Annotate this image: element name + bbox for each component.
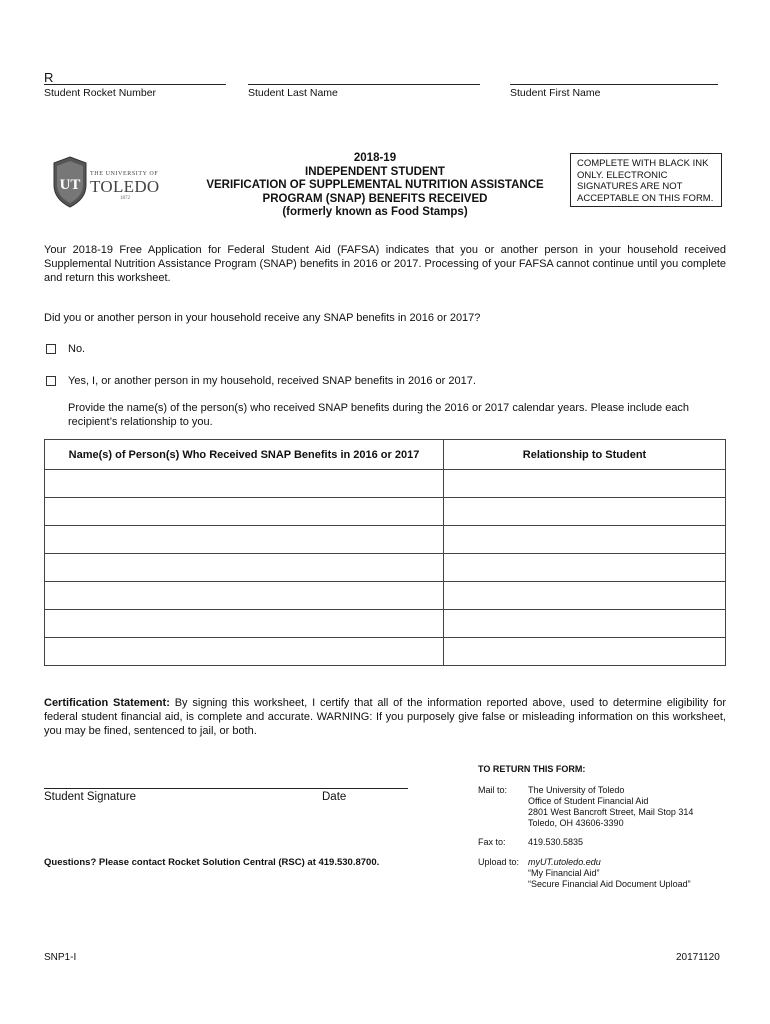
upload-line3: “Secure Financial Aid Document Upload” [528, 879, 691, 889]
title-year: 2018-19 [353, 152, 397, 164]
relationship-cell[interactable] [444, 470, 726, 498]
name-cell[interactable] [45, 470, 444, 498]
table-row [45, 610, 726, 638]
snap-recipients-table [44, 439, 726, 666]
relationship-cell[interactable] [444, 498, 726, 526]
table-row [45, 470, 726, 498]
yes-checkbox[interactable] [46, 376, 56, 386]
recipient-instructions: Provide the name(s) of the person(s) who received SNAP benefits during the 2016 or 2017 calendar years. Please include each recipient’s relationship to you. [68, 402, 690, 428]
signature-label: Student Signature [44, 791, 137, 803]
revision-code: 20171120 [676, 952, 720, 963]
title-line2: VERIFICATION OF SUPPLEMENTAL NUTRITION ASSISTANCE [206, 179, 544, 191]
signature-line[interactable] [44, 788, 408, 789]
first-name-line[interactable] [510, 84, 718, 85]
black-ink-notice: COMPLETE WITH BLACK INK ONLY. ELECTRONIC SIGNATURES ARE NOT ACCEPTABLE ON THIS FORM. [570, 153, 722, 207]
upload-line2: “My Financial Aid” [528, 868, 600, 878]
logo-year: 1872 [120, 196, 130, 201]
name-cell[interactable] [45, 610, 444, 638]
university-logo [46, 155, 166, 215]
relationship-column-header: Relationship to Student [444, 440, 726, 470]
table-row [45, 498, 726, 526]
mail-line2: Office of Student Financial Aid [528, 796, 649, 806]
title-line1: INDEPENDENT STUDENT [305, 165, 445, 178]
upload-label: Upload to: [478, 857, 520, 867]
intro-paragraph: Your 2018-19 Free Application for Federal Student Aid (FAFSA) indicates that you or another person in your household received Supplemental Nutrition Assistance Program (SNAP) benefits in 2016 or 2017. Processing of your FAFSA cannot continue until you complete and return this worksheet. [44, 244, 726, 284]
table-row [45, 526, 726, 554]
mail-address [528, 785, 693, 829]
rocket-number-line[interactable] [44, 84, 226, 85]
upload-url-link[interactable]: myUT.utoledo.edu [528, 857, 601, 867]
fax-number: 419.530.5835 [528, 837, 584, 847]
name-cell[interactable] [45, 582, 444, 610]
last-name-line[interactable] [248, 84, 480, 85]
no-option-label: No. [68, 343, 86, 355]
name-column-header: Name(s) of Person(s) Who Received SNAP Benefits in 2016 or 2017 [45, 440, 444, 470]
relationship-cell[interactable] [444, 554, 726, 582]
snap-question: Did you or another person in your household receive any SNAP benefits in 2016 or 2017? [44, 312, 481, 324]
first-name-label: Student First Name [510, 87, 601, 99]
logo-line1: THE UNIVERSITY OF [90, 171, 159, 177]
name-cell[interactable] [45, 638, 444, 666]
mail-line4: Toledo, OH 43606-3390 [528, 818, 624, 828]
rocket-number-prefix: R [44, 70, 54, 85]
title-line4: (formerly known as Food Stamps) [282, 206, 468, 218]
yes-option-label: Yes, I, or another person in my household, received SNAP benefits in 2016 or 2017. [68, 375, 476, 387]
logo-line2: TOLEDO [90, 177, 160, 196]
title-line3: PROGRAM (SNAP) BENEFITS RECEIVED [262, 192, 488, 205]
relationship-cell[interactable] [444, 638, 726, 666]
last-name-label: Student Last Name [248, 87, 338, 99]
table-row [45, 638, 726, 666]
relationship-cell[interactable] [444, 610, 726, 638]
table-row [45, 554, 726, 582]
no-checkbox[interactable] [46, 344, 56, 354]
logo-mark: UT [59, 177, 81, 193]
return-heading: TO RETURN THIS FORM: [478, 764, 586, 774]
mail-line3: 2801 West Bancroft Street, Mail Stop 314 [528, 807, 694, 817]
upload-details [528, 857, 691, 890]
questions-contact: Questions? Please contact Rocket Solution Central (RSC) at 419.530.8700. [44, 857, 380, 868]
shield-icon [50, 155, 90, 209]
form-title [190, 152, 560, 220]
date-label: Date [322, 791, 347, 803]
rocket-number-label: Student Rocket Number [44, 87, 157, 99]
mail-label: Mail to: [478, 785, 508, 795]
certification-heading: Certification Statement: [44, 697, 170, 709]
relationship-cell[interactable] [444, 582, 726, 610]
relationship-cell[interactable] [444, 526, 726, 554]
fax-label: Fax to: [478, 837, 506, 847]
mail-line1: The University of Toledo [528, 785, 625, 795]
name-cell[interactable] [45, 526, 444, 554]
name-cell[interactable] [45, 554, 444, 582]
certification-statement [44, 696, 726, 738]
name-cell[interactable] [45, 498, 444, 526]
certification-text: By signing this worksheet, I certify that all of the information reported above, used to determine eligibility for federal student financial aid, is complete and accurate. WARNING: If you purposely give false or misleading information on this worksheet, you may be fined, sentenced to jail, or both. [44, 697, 726, 737]
table-row [45, 582, 726, 610]
form-id: SNP1-I [44, 952, 77, 963]
